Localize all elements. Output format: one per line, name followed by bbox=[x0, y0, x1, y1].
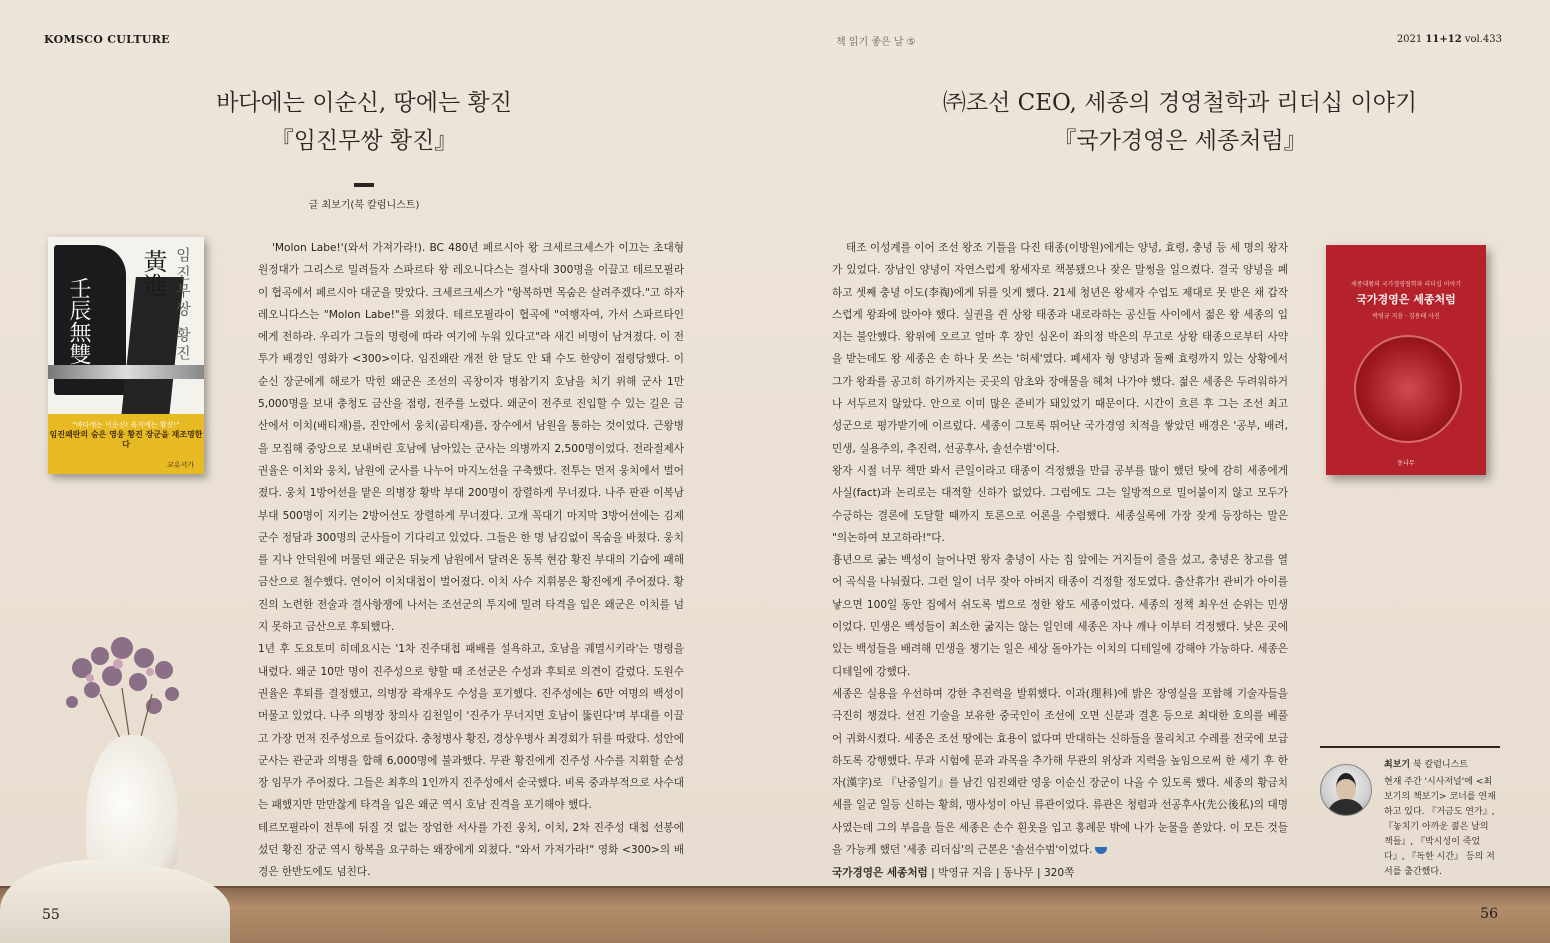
cover-band-quote: "바다에는 이순신! 육지에는 황진!" bbox=[72, 421, 180, 429]
issue-label bbox=[1397, 34, 1502, 45]
avatar-body bbox=[1327, 799, 1365, 816]
left-title-line1: 바다에는 이순신, 땅에는 황진 bbox=[216, 90, 512, 116]
paragraph-text: 세종은 실용을 우선하며 강한 추진력을 발휘했다. 이과(理科)에 밝은 장영실을 포함해 기술자들을 극진히 챙겼다. 선진 기술을 보유한 중국인이 조선에 오면 신분과 결혼 등으로 최대한 호의를 베풀어 귀화시켰다. 세종은 조선 땅에는 효용이 없다며 반대하는 신하들을 물리치고 수레를 전국에 보급하도록 강행했다. 무과 시험에 문과 과목을 추가해 무관의 위상과 지력을 높임으로써 한 세기 후 한자(漢字)로 『난중일기』를 남긴 임진왜란 영웅 이순신 장군이 나올 수 있도록 했다. 세종의 황금치세를 일군 일등 신하는 황희, 맹사성이 아닌 류관이었다. 류관은 청렴과 선공후사(先公後私)의 대명사였는데 그의 부음을 들은 세종은 손수 흰옷을 입고 홍례문 밖에 나가 눈물을 쏟았다. 이 모든 것들을 가능케 했던 '세종 리더십'의 근본은 '솔선수범'이었다. bbox=[832, 687, 1288, 857]
cover-dragon-medallion bbox=[1354, 335, 1462, 443]
wooden-shelf bbox=[0, 888, 1550, 943]
paragraph: 흉년으로 굶는 백성이 늘어나면 왕자 충녕이 사는 집 앞에는 거지들이 줄을 섰고, 충녕은 창고를 열어 곡식을 나눠줬다. 그런 일이 너무 잦아 아버지 태종이 걱정할 정도였다. 출산휴가! 관비가 아이를 낳으면 100일 동안 집에서 쉬도록 법으로 정한 왕도 세종이었다. 세종의 정책 최우선 순위는 민생이었다. 민생은 백성들이 최소한 굶지는 않는 일인데 세종은 자나 깨나 이부터 걱정했다. 낮은 곳에 있는 백성들을 배려해 민생을 챙기는 일은 세상 돌아가는 이치의 디테일에 강해야 가능하다. 세종은 디테일에 강했다. bbox=[832, 554, 1288, 678]
right-title-line1: ㈜조선 CEO, 세종의 경영철학과 리더십 이야기 bbox=[942, 90, 1418, 116]
paragraph: 태조 이성계를 이어 조선 왕조 기틀을 다진 태종(이방원)에게는 양녕, 효령, 충녕 등 세 명의 왕자가 있었다. 장남인 양녕이 자연스럽게 왕세자로 책봉됐으나 잦은 말썽을 일으켰다. 결국 양녕을 폐하고 셋째 충녕 이도(李祹)에게 뒤를 잇게 했다. 21세 청년은 왕세자 수업도 제대로 못 받은 채 갑작스럽게 왕좌에 앉아야 했다. 실권을 쥔 상왕 태종과 내로라하는 공신들 사이에서 젊은 왕 세종의 입지는 불안했다. 왕위에 오르고 얼마 후 장인 심온이 좌의정 박은의 무고로 상왕 태종으로부터 사약을 받는데도 왕 세종은 손 하나 못 쓰는 '허세'였다. 폐세자 형 양녕과 둘째 효령까지 있는 상황에서 그가 왕좌를 공고히 하기까지는 곳곳의 암초와 장애물을 헤쳐 나가야 했다. 젊은 세종은 두려워하거나 서두르지 않았다. 안으로 이미 많은 준비가 돼있었기 때문이다. 시간이 흐른 후 그는 조선 최고 성군으로 평가받기에 이르렀다. 세종이 그토록 뛰어난 국가경영 치적을 쌓았던 배경은 '공부, 배려, 민생, 실용주의, 추진력, 선공후사, 솔선수범'이다. bbox=[832, 242, 1288, 455]
series-label: 책 읽기 좋은 날 ⑤ bbox=[836, 37, 916, 48]
right-title-line2: 『국가경영은 세종처럼』 bbox=[1053, 128, 1307, 154]
left-article-title bbox=[140, 84, 588, 160]
profile-name bbox=[1384, 757, 1468, 770]
profile-role: 북 칼럼니스트 bbox=[1410, 760, 1468, 770]
issue-vol: vol.433 bbox=[1464, 34, 1502, 45]
right-article-body bbox=[832, 237, 1288, 885]
cover-hanja-title: 黃進 bbox=[139, 249, 167, 297]
cover-sword-image bbox=[48, 365, 204, 379]
book-cover-sejong bbox=[1326, 245, 1486, 475]
profile-bio: 현재 주간 '시사저널'에 <최보기의 책보기> 코너를 연재하고 있다. 『거금도 연가』, 『놓치기 아까운 젊은 날의 책들』, 『박시성이 죽었다』, 『독한 시간』 등의 저서를 출간했다. bbox=[1384, 777, 1496, 877]
end-mark-icon bbox=[1095, 847, 1107, 854]
avatar bbox=[1320, 764, 1372, 816]
byline: 글 최보기(북 칼럼니스트) bbox=[308, 200, 420, 211]
left-title-line2: 『임진무쌍 황진』 bbox=[270, 128, 458, 154]
book-credit bbox=[832, 862, 1288, 884]
profile-name-text: 최보기 bbox=[1384, 760, 1411, 770]
title-divider bbox=[354, 183, 374, 187]
paragraph: 왕자 시절 너무 책만 봐서 큰일이라고 태종이 걱정했을 만큼 공부를 많이 했던 탓에 감히 세종에게 사실(fact)과 논리로는 대적할 신하가 없었다. 그럼에도 그는 일방적으로 밀어붙이지 않고 모두가 수긍하는 결론에 도달할 때까지 토론으로 어론을 수렴했다. 세종실록에 가장 잦게 등장하는 말은 "의논하여 보고하라!"다. bbox=[832, 464, 1288, 544]
paragraph: 1년 후 도요토미 히데요시는 '1차 진주대첩 패배를 설욕하고, 호남을 궤멸시키라'는 명령을 내렸다. 왜군 10만 명이 진주성으로 향할 때 조선군은 수성과 후퇴로 의견이 갈렸다. 도원수 권율은 후퇴를 결정했고, 의병장 곽재우도 수성을 포기했다. 진주성에는 6만 여명의 백성이 머물고 있었다. 나주 의병장 창의사 김천일이 '진주가 무너지면 호남이 뚫린다'며 부대를 이끌고 가장 먼저 진주성으로 들어갔다. 충청병사 황진, 경상우병사 최경회가 뒤를 따랐다. 성안에 군사는 관군과 의병을 합해 6,000명에 불과했다. 무관 황진에게 진주성 사수를 지휘할 순성장 임무가 주어졌다. 그들은 최후의 1인까지 진주성에서 순국했다. 비록 중과부적으로 사수대는 패했지만 만만찮게 타격을 입은 왜군 역시 호남 진격을 포기해야 했다. bbox=[258, 643, 684, 812]
issue-month: 11+12 bbox=[1425, 34, 1462, 45]
cover-publisher: 교유서가 bbox=[166, 461, 194, 469]
cover-title: 국가경영은 세종처럼 bbox=[1356, 293, 1456, 306]
page-number-left: 55 bbox=[42, 907, 60, 923]
section-label: KOMSCO CULTURE bbox=[44, 33, 170, 46]
issue-year: 2021 bbox=[1396, 34, 1423, 45]
profile-divider bbox=[1320, 746, 1500, 748]
cover-hanja-subtitle: 壬辰無雙 bbox=[66, 277, 91, 365]
book-credit-info: | 박영규 지음 | 동나무 | 320쪽 bbox=[927, 867, 1075, 880]
open-book-illustration bbox=[0, 860, 230, 943]
paragraph: 테르모필라이 전투에 뒤질 것 없는 장엄한 서사를 가진 웅치, 이치, 2차 진주성 대첩 선봉에 섰던 황진 장군 역시 항복을 요구하는 왜장에게 외쳤다. "와서 가져가라!" 영화 <300>의 배경은 한반도에도 넘친다. bbox=[258, 821, 684, 879]
cover-subtitle: 세종대왕의 국가경영철학과 리더십 이야기 bbox=[1350, 281, 1462, 288]
book-cover-imjin bbox=[48, 237, 204, 474]
cover-publisher: 동나무 bbox=[1397, 460, 1415, 467]
page-number-right: 56 bbox=[1480, 906, 1498, 922]
book-credit-title: 국가경영은 세종처럼 bbox=[832, 867, 928, 880]
paragraph: 'Molon Labe!'(와서 가져가라!). BC 480년 페르시아 왕 크세르크세스가 이끄는 초대형 원정대가 그리스로 밀려들자 스파르타 왕 레오니다스는 결사대 300명을 이끌고 테르모필라이 협곡에서 페르시아 대군을 맞았다. 크세르크세스가 "항복하면 목숨은 살려주겠다."고 하자 레오니다스는 "Molon Labe!"를 외쳤다. 테르모필라이 협곡에 "여행자여, 가서 스파르타인에게 전하라. 우리가 그들의 명령에 따라 여기에 누워 있다고"라 새긴 비명이 남겨졌다. 이 전투가 배경인 영화가 <300>이다. 임진왜란 개전 한 달도 안 돼 수도 한양이 점령당했다. 이순신 장군에게 해로가 막힌 왜군은 조선의 곡창이자 병참기지 호남을 치기 위해 군사 1만 5,000명을 보내 충청도 금산을 점령, 전주를 노렸다. 왜군이 전주로 진입할 수 있는 길은 금산에서 이치(배티재)를, 진안에서 웅치(곰티재)를, 장수에서 남원을 통하는 것이었다. 근왕병을 모집해 중앙으로 보내버린 호남에 남아있는 군사는 의병까지 2,500명이었다. 전라절제사 권율은 이치와 웅치, 남원에 군사를 나누어 마지노선을 구축했다. 전투는 먼저 웅치에서 벌어졌다. 웅치 1방어선을 맡은 의병장 황박 부대 200명이 장렬하게 무너졌다. 나주 판관 이복남 부대 500명이 지키는 2방어선도 장렬하게 무너졌다. 고개 꼭대기 마지막 3방어선에는 김제 군수 정담과 300명의 군사들이 기다리고 있었다. 그들은 한 명 남김없이 목숨을 바쳤다. 웅치를 지나 안덕원에 머물던 왜군은 뒤늦게 남원에서 달려온 동복 현감 황진 부대의 기습에 패해 금산으로 철수했다. 연이어 이치대첩이 벌어졌다. 이치 사수 지휘봉은 황진에게 주어졌다. 황진의 노련한 전술과 결사항쟁에 나서는 조선군의 투지에 밀려 타격을 입은 왜군은 이치를 넘지 못하고 금산으로 후퇴했다. bbox=[258, 242, 684, 634]
left-article-body bbox=[258, 237, 684, 907]
cover-band bbox=[48, 414, 204, 474]
cover-band-tagline: 임진왜란의 숨은 영웅 황진 장군을 재조명한다 bbox=[49, 430, 203, 449]
cover-vertical-title: 임진무쌍 황진 bbox=[174, 247, 192, 363]
cover-author: 박영규 지음 · 김용태 사진 bbox=[1372, 313, 1440, 320]
paragraph bbox=[832, 683, 1288, 861]
right-article-title bbox=[856, 84, 1504, 160]
